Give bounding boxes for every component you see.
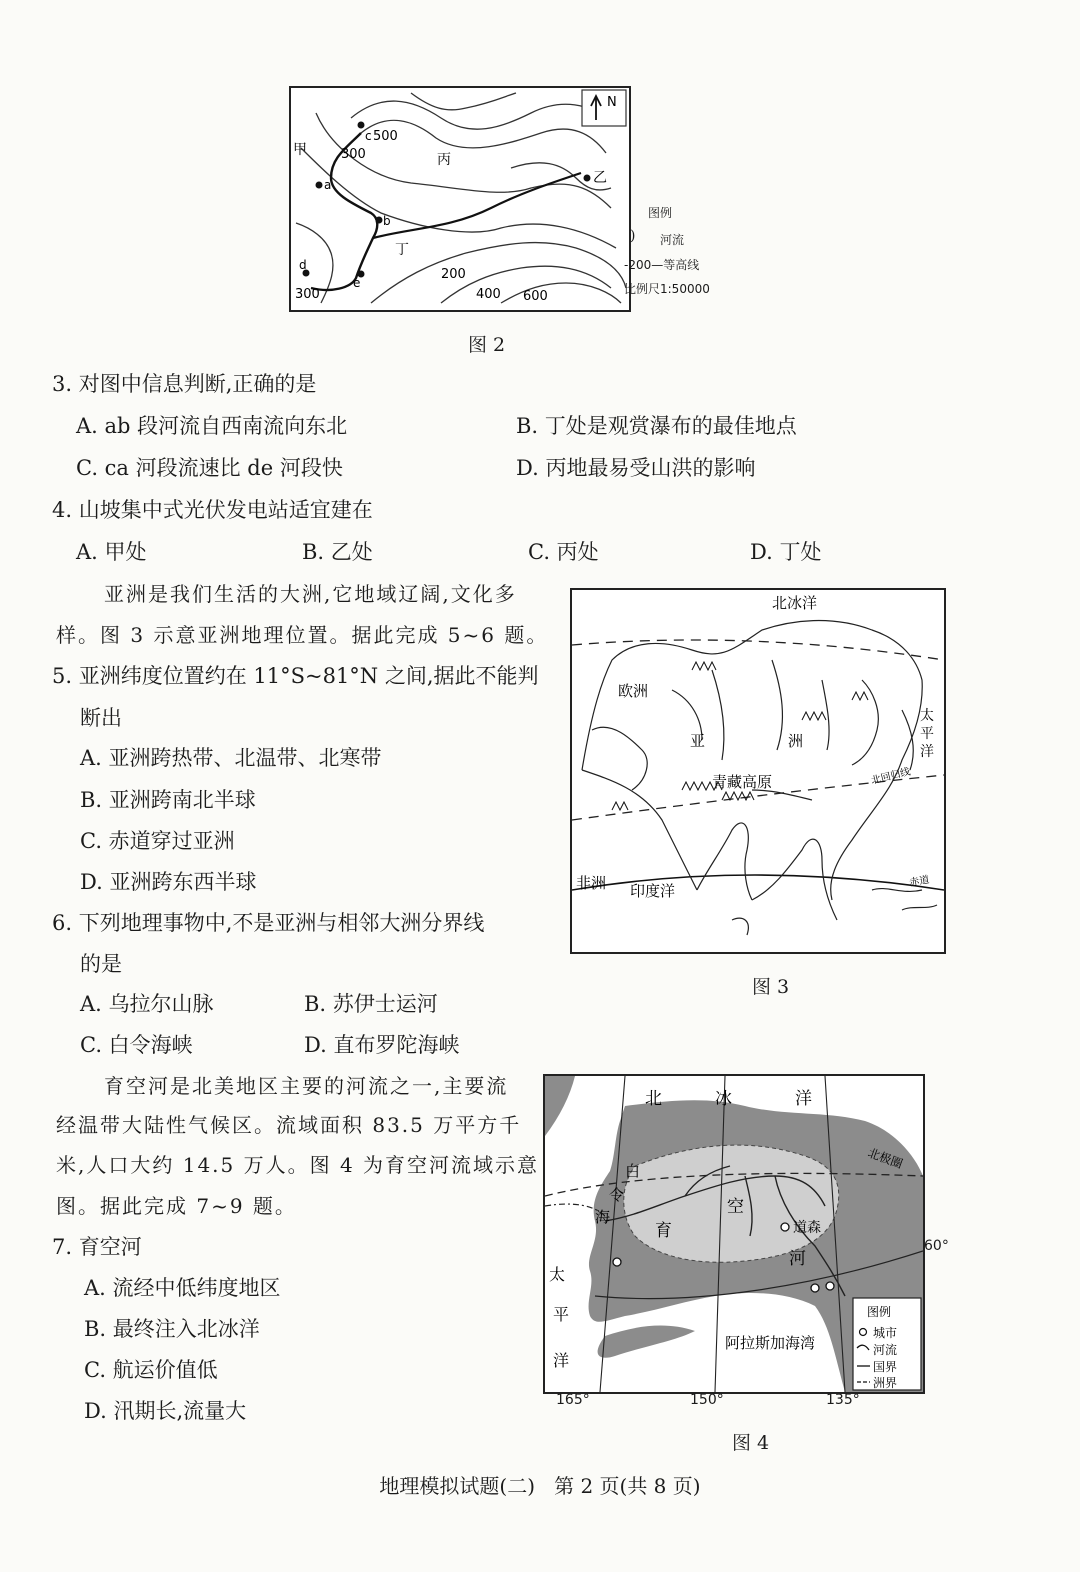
fig4-hai: 海 bbox=[595, 1208, 611, 1226]
fig3-indian-ocean: 印度洋 bbox=[630, 882, 676, 900]
figure-3-caption: 图 3 bbox=[752, 976, 790, 998]
q5-stem-line1: 5. 亚洲纬度位置约在 11°S~81°N 之间,据此不能判 bbox=[52, 664, 539, 688]
fig4-arctic-circle: 北极圈 bbox=[865, 1145, 905, 1172]
figure-3-asia-map bbox=[570, 588, 946, 954]
fig4-bing: 冰 bbox=[715, 1089, 732, 1109]
intro-7-9-line3: 米,人口大约 14.5 万人。图 4 为育空河流域示意 bbox=[56, 1153, 540, 1177]
q7-option-a[interactable]: A. 流经中低纬度地区 bbox=[84, 1276, 281, 1300]
fig3-zhou: 洲 bbox=[788, 732, 804, 750]
q6-stem-line2: 的是 bbox=[80, 952, 122, 976]
q6-option-d[interactable]: D. 直布罗陀海峡 bbox=[304, 1033, 460, 1057]
fig4-dawson-city: 道森 bbox=[793, 1220, 821, 1236]
fig3-tropic-label: 北回归线 bbox=[870, 766, 912, 787]
fig4-yang: 洋 bbox=[795, 1089, 812, 1109]
q6-option-a[interactable]: A. 乌拉尔山脉 bbox=[80, 992, 214, 1016]
fig3-equator-label: 赤道 bbox=[908, 874, 931, 889]
fig4-he: 河 bbox=[789, 1249, 806, 1269]
fig4-gulf-of-alaska: 阿拉斯加海湾 bbox=[725, 1334, 816, 1352]
fig4-lon-150: 150° bbox=[690, 1392, 724, 1408]
fig2-label-jia: 甲 bbox=[293, 142, 307, 158]
q5-option-d[interactable]: D. 亚洲跨东西半球 bbox=[80, 870, 257, 894]
fig2-label-ding: 丁 bbox=[395, 242, 409, 258]
fig4-legend-border: 国界 bbox=[873, 1360, 898, 1374]
q5-option-b[interactable]: B. 亚洲跨南北半球 bbox=[80, 788, 256, 812]
fig4-bei: 北 bbox=[645, 1089, 662, 1109]
fig2-label-bing: 丙 bbox=[437, 152, 451, 168]
fig4-ping: 平 bbox=[553, 1305, 570, 1324]
figure-4-yukon-map bbox=[543, 1074, 925, 1394]
fig4-lat-60: 60° bbox=[924, 1238, 949, 1254]
fig4-kong: 空 bbox=[727, 1197, 744, 1217]
q7-option-c[interactable]: C. 航运价值低 bbox=[84, 1358, 218, 1382]
fig4-lon-135: 135° bbox=[826, 1392, 860, 1408]
fig3-arctic-ocean: 北冰洋 bbox=[772, 594, 818, 612]
fig4-legend-river: 河流 bbox=[873, 1343, 898, 1357]
intro-7-9-line1: 育空河是北美地区主要的河流之一,主要流 bbox=[104, 1074, 509, 1098]
q3-option-b[interactable]: B. 丁处是观赏瀑布的最佳地点 bbox=[516, 414, 797, 438]
q6-stem-line1: 6. 下列地理事物中,不是亚洲与相邻大洲分界线 bbox=[52, 911, 485, 935]
q4-option-b[interactable]: B. 乙处 bbox=[302, 540, 373, 564]
intro-7-9-line2: 经温带大陆性气候区。流域面积 83.5 万平方千 bbox=[56, 1113, 522, 1137]
q5-stem-line2: 断出 bbox=[80, 706, 122, 730]
q4-stem: 4. 山坡集中式光伏发电站适宜建在 bbox=[52, 498, 373, 522]
fig4-legend-continent: 洲界 bbox=[873, 1376, 898, 1390]
q3-option-d[interactable]: D. 丙地最易受山洪的影响 bbox=[516, 456, 756, 480]
fig2-label-yi: 乙 bbox=[593, 170, 607, 186]
q5-option-a[interactable]: A. 亚洲跨热带、北温带、北寒带 bbox=[80, 746, 382, 770]
q3-option-c[interactable]: C. ca 河段流速比 de 河段快 bbox=[76, 456, 343, 480]
fig2-contour-500: 500 bbox=[373, 129, 398, 144]
fig2-north-label: N bbox=[607, 95, 617, 110]
fig4-bai: 白 bbox=[625, 1162, 641, 1180]
q6-option-b[interactable]: B. 苏伊士运河 bbox=[304, 992, 438, 1016]
fig2-point-c: c bbox=[365, 129, 372, 143]
q3-option-a[interactable]: A. ab 段河流自西南流向东北 bbox=[76, 414, 348, 438]
fig3-europe: 欧洲 bbox=[618, 682, 649, 700]
figure-2-svg bbox=[291, 88, 629, 310]
river-legend-icon: ) bbox=[630, 228, 636, 244]
q5-option-c[interactable]: C. 赤道穿过亚洲 bbox=[80, 829, 235, 853]
fig2-contour-200: 200 bbox=[441, 267, 466, 282]
fig4-legend-title: 图例 bbox=[867, 1305, 892, 1319]
fig3-pacific-3: 洋 bbox=[920, 744, 934, 760]
figure-2-caption: 图 2 bbox=[468, 334, 506, 356]
fig2-legend-title: 图例 bbox=[648, 206, 673, 220]
intro-7-9-line4: 图。据此完成 7~9 题。 bbox=[56, 1194, 297, 1218]
q3-stem: 3. 对图中信息判断,正确的是 bbox=[52, 372, 317, 396]
fig2-contour-600: 600 bbox=[523, 289, 548, 304]
figure-2-contour-map bbox=[289, 86, 631, 312]
fig3-ya: 亚 bbox=[690, 732, 706, 750]
figure-4-svg bbox=[545, 1076, 923, 1392]
fig4-yang2: 洋 bbox=[553, 1351, 570, 1370]
fig2-legend-scale: 比例尺1:50000 bbox=[624, 282, 710, 296]
q4-option-c[interactable]: C. 丙处 bbox=[528, 540, 599, 564]
q4-option-a[interactable]: A. 甲处 bbox=[76, 540, 147, 564]
fig2-legend-contour: -200—等高线 bbox=[624, 258, 700, 272]
figure-4-caption: 图 4 bbox=[732, 1432, 770, 1454]
fig2-point-e: e bbox=[353, 276, 361, 290]
q6-option-c[interactable]: C. 白令海峡 bbox=[80, 1033, 193, 1057]
fig3-qinghai-tibet-plateau: 青藏高原 bbox=[712, 773, 773, 791]
fig2-point-b: b bbox=[383, 214, 391, 228]
fig2-contour-400: 400 bbox=[476, 287, 501, 302]
fig3-pacific-2: 平 bbox=[920, 726, 934, 742]
fig4-tai: 太 bbox=[549, 1265, 566, 1284]
fig4-lon-165: 165° bbox=[556, 1392, 590, 1408]
fig3-africa: 非洲 bbox=[576, 874, 607, 892]
fig2-point-d: d bbox=[299, 258, 307, 272]
fig3-pacific-1: 太 bbox=[920, 708, 934, 724]
intro-5-6-line2: 样。图 3 示意亚洲地理位置。据此完成 5~6 题。 bbox=[56, 623, 549, 647]
page-footer: 地理模拟试题(二) 第 2 页(共 8 页) bbox=[379, 1474, 701, 1498]
fig4-ling: 令 bbox=[609, 1186, 625, 1204]
fig2-contour-300b: 300 bbox=[295, 287, 320, 302]
fig2-contour-300: 300 bbox=[341, 147, 366, 162]
figure-3-svg bbox=[572, 590, 944, 952]
fig4-legend-city: 城市 bbox=[873, 1326, 898, 1340]
fig2-point-a: a bbox=[324, 178, 332, 192]
q4-option-d[interactable]: D. 丁处 bbox=[750, 540, 822, 564]
fig2-legend-river: 河流 bbox=[660, 233, 685, 247]
intro-5-6-line1: 亚洲是我们生活的大洲,它地域辽阔,文化多 bbox=[104, 582, 517, 606]
q7-option-b[interactable]: B. 最终注入北冰洋 bbox=[84, 1317, 260, 1341]
q7-stem: 7. 育空河 bbox=[52, 1235, 142, 1259]
q7-option-d[interactable]: D. 汛期长,流量大 bbox=[84, 1399, 247, 1423]
fig4-yu: 育 bbox=[655, 1221, 672, 1241]
